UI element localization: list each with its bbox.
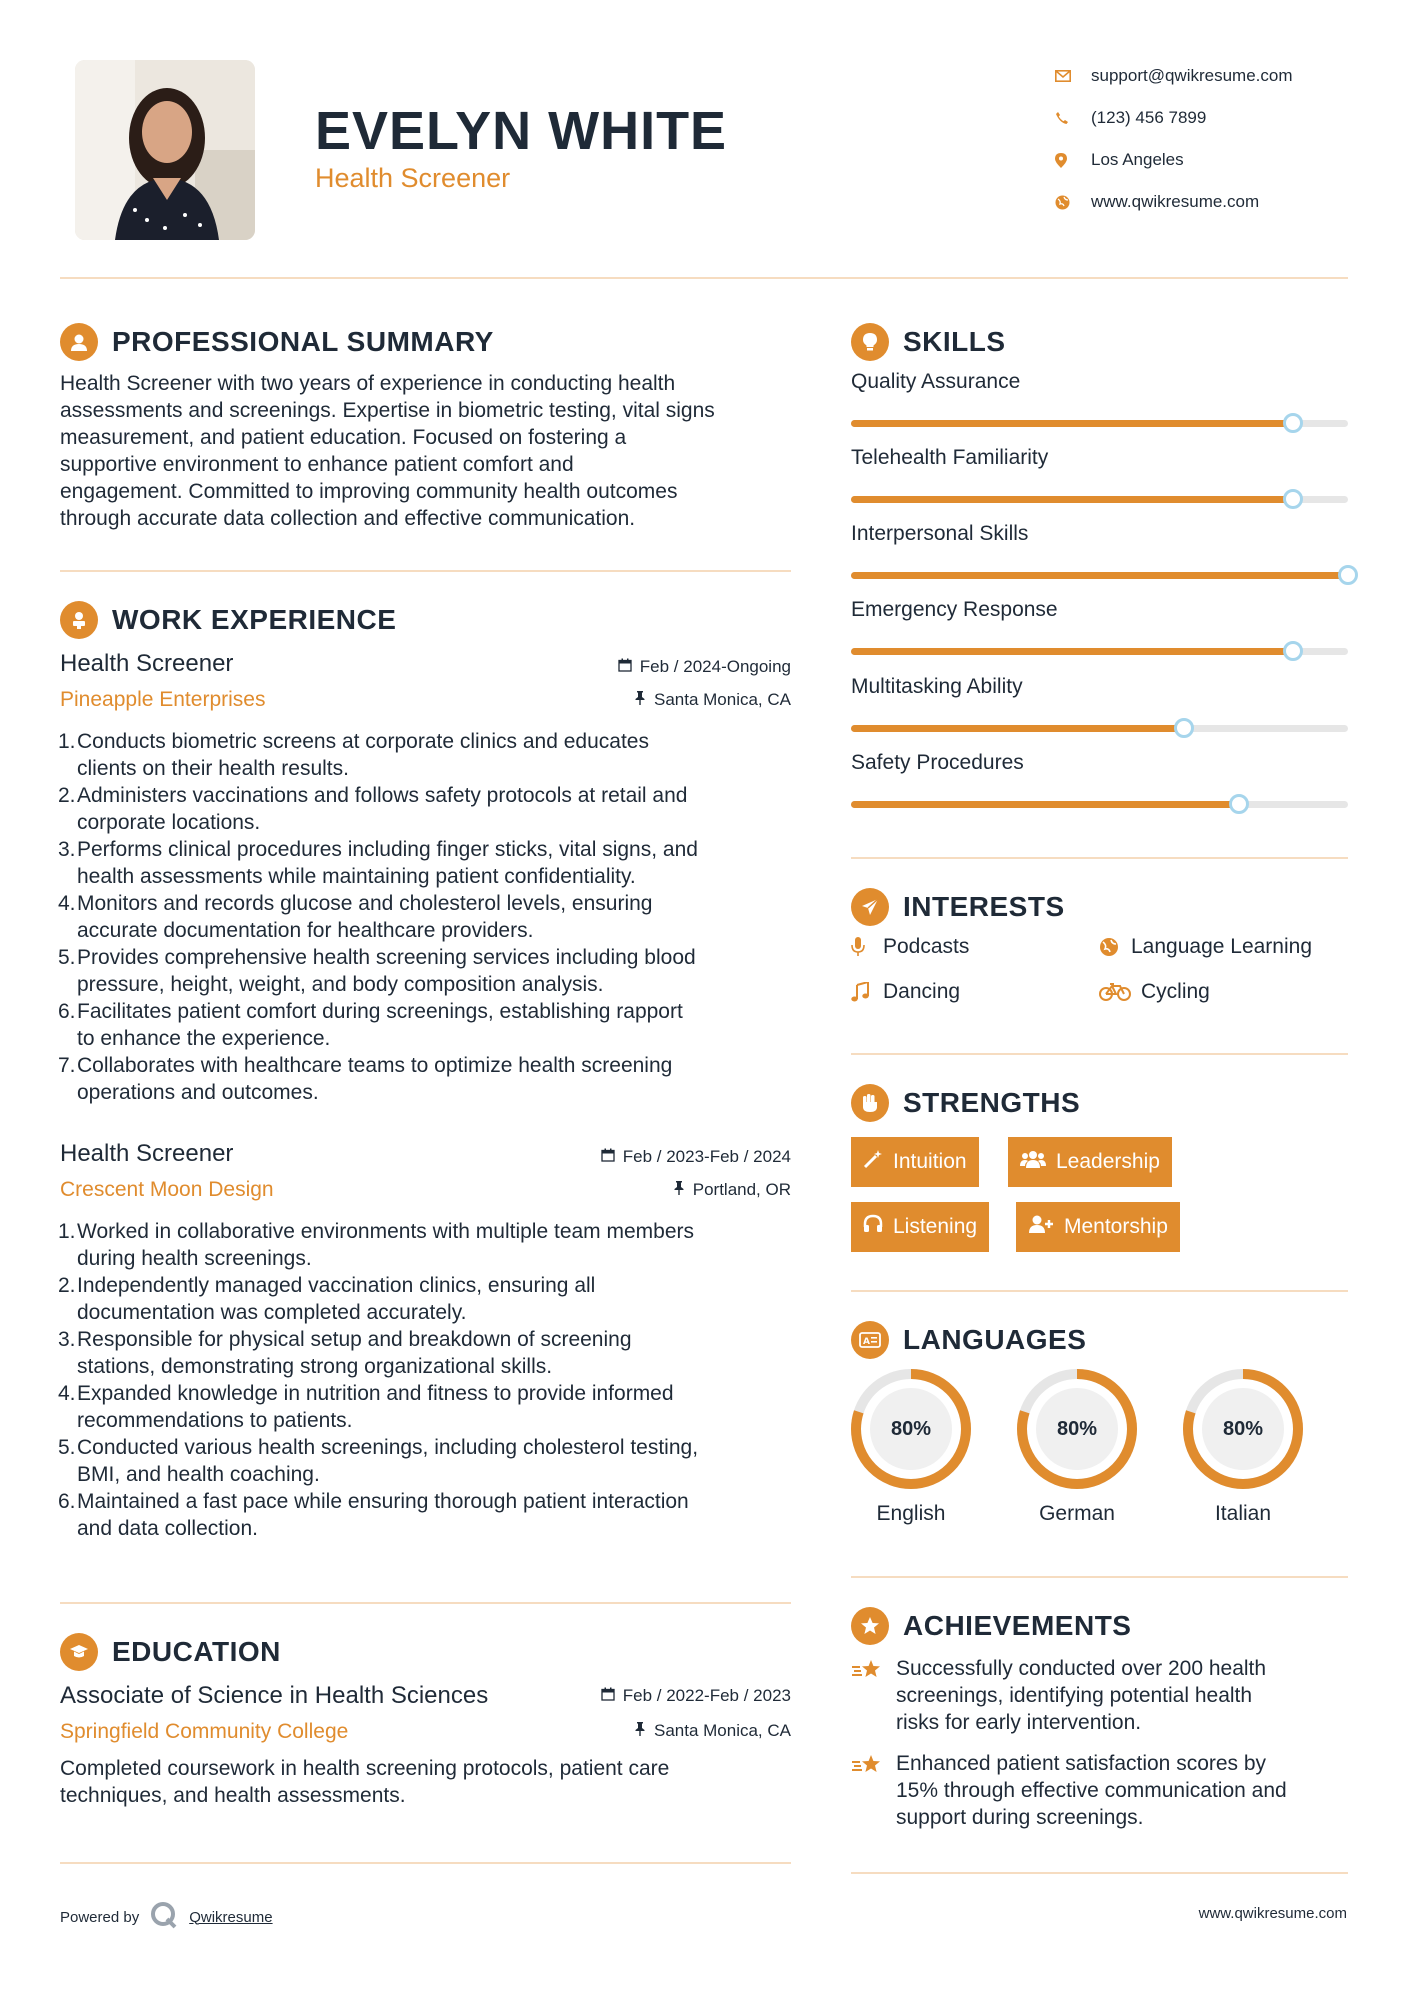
skill-item: [851, 675, 1348, 732]
job-location-text: Santa Monica, CA: [653, 690, 791, 709]
microphone-icon: [851, 937, 883, 957]
list-item: during health screenings.: [77, 1247, 312, 1270]
language-item: [1182, 1368, 1304, 1526]
qwikresume-link[interactable]: Qwikresume: [189, 1908, 273, 1926]
user-icon: [60, 323, 98, 361]
job-title: Health Screener: [60, 1140, 234, 1167]
list-item: stations, demonstrating strong organizational skills.: [77, 1355, 553, 1378]
skill-fill: [851, 801, 1239, 808]
language-percent: 80%: [890, 1417, 932, 1440]
education-divider: [60, 1862, 791, 1864]
interest-item: [851, 980, 960, 1004]
job-location: [673, 1180, 791, 1200]
list-item: accurate documentation for healthcare providers.: [77, 919, 534, 942]
strength-label: Intuition: [893, 1150, 967, 1173]
profile-photo-image: [75, 60, 255, 240]
achievements-divider: [851, 1872, 1348, 1874]
work-title: WORK EXPERIENCE: [112, 604, 397, 635]
strengths-title: STRENGTHS: [903, 1087, 1081, 1118]
qwikresume-logo-icon: [149, 1900, 179, 1934]
skill-label: Interpersonal Skills: [851, 522, 1029, 545]
contact-list: [1055, 55, 1293, 223]
contact-phone-text: (123) 456 7899: [1091, 108, 1207, 127]
education-line: Completed coursework in health screening protocols, patient care: [60, 1757, 670, 1780]
candidate-name: EVELYN WHITE: [315, 101, 728, 161]
summary-line: supportive environment to enhance patient comfort and: [60, 453, 574, 476]
powered-by-text: Powered by: [60, 1908, 140, 1926]
pushpin-icon: [634, 690, 646, 710]
summary-line: engagement. Committed to improving community health outcomes: [60, 480, 678, 503]
graduation-icon: [60, 1633, 98, 1671]
contact-website[interactable]: [1055, 181, 1293, 223]
strengths-divider: [851, 1290, 1348, 1292]
strength-chip: [851, 1137, 979, 1187]
skill-label: Quality Assurance: [851, 370, 1021, 393]
interest-label: Cycling: [1141, 980, 1210, 1003]
contact-email-text: support@qwikresume.com: [1091, 66, 1293, 85]
list-item: and data collection.: [77, 1517, 258, 1540]
briefcase-icon: [60, 601, 98, 639]
star-badge-icon: [851, 1607, 889, 1645]
people-icon: [1020, 1149, 1046, 1175]
skill-track: [851, 801, 1348, 808]
user-plus-icon: [1028, 1214, 1054, 1240]
skill-knob: [1229, 794, 1249, 814]
job-date-text: Feb / 2024-Ongoing: [639, 657, 791, 676]
achievement-item: [851, 1750, 1348, 1831]
summary-line: through accurate data collection and effective communication.: [60, 507, 636, 530]
list-item: 5. Provides comprehensive health screening services including blood: [58, 946, 696, 969]
footer-url[interactable]: www.qwikresume.com: [1198, 1905, 1347, 1922]
fist-icon: [851, 1084, 889, 1122]
contact-location: [1055, 139, 1293, 181]
globe-icon: [1055, 195, 1091, 210]
skill-fill: [851, 420, 1293, 427]
skill-fill: [851, 572, 1348, 579]
education-description: [60, 1755, 800, 1809]
achievement-item: [851, 1655, 1348, 1736]
calendar-icon: [618, 657, 632, 677]
language-item: [850, 1368, 972, 1526]
degree-title: Associate of Science in Health Sciences: [60, 1682, 489, 1709]
profile-photo: [75, 60, 255, 240]
achievements-title: ACHIEVEMENTS: [903, 1610, 1132, 1641]
magic-wand-icon: [863, 1149, 883, 1175]
lightbulb-icon: [851, 323, 889, 361]
header-divider: [60, 277, 1348, 279]
calendar-icon: [601, 1686, 615, 1706]
languages-divider: [851, 1576, 1348, 1578]
list-item: corporate locations.: [77, 811, 261, 834]
music-note-icon: [851, 982, 883, 1002]
map-pin-icon: [1055, 153, 1091, 168]
skill-track: [851, 648, 1348, 655]
list-item: 2. Administers vaccinations and follows safety protocols at retail and: [58, 784, 688, 807]
education-date-text: Feb / 2022-Feb / 2023: [622, 1686, 791, 1705]
language-card-icon: [851, 1321, 889, 1359]
language-percent: 80%: [1222, 1417, 1264, 1440]
languages-heading: [851, 1321, 1086, 1359]
achievement-text: Enhanced patient satisfaction scores by 15% through effective communication and support during screenings.: [896, 1752, 1287, 1829]
education-location: [634, 1721, 791, 1741]
svg-text:A: A: [863, 1337, 870, 1347]
job-date-text: Feb / 2023-Feb / 2024: [622, 1147, 791, 1166]
strength-chip: [851, 1202, 989, 1252]
interest-item: [1099, 935, 1312, 959]
paper-plane-icon: [851, 888, 889, 926]
pushpin-icon: [673, 1180, 685, 1200]
language-name: Italian: [1214, 1502, 1272, 1525]
interest-label: Language Learning: [1131, 935, 1313, 958]
contact-website-text: www.qwikresume.com: [1091, 192, 1260, 211]
skill-fill: [851, 725, 1184, 732]
work-divider: [60, 1602, 791, 1604]
list-item: operations and outcomes.: [77, 1081, 319, 1104]
education-date: [601, 1686, 791, 1706]
skill-item: [851, 598, 1348, 655]
skill-knob: [1283, 413, 1303, 433]
school-name: Springfield Community College: [60, 1720, 349, 1743]
job-date: [618, 657, 791, 677]
globe-icon: [1099, 937, 1131, 957]
strength-label: Mentorship: [1064, 1215, 1168, 1238]
skills-heading: [851, 323, 1006, 361]
language-name: English: [876, 1502, 946, 1525]
contact-email[interactable]: [1055, 55, 1293, 97]
skill-knob: [1174, 718, 1194, 738]
list-item: health assessments while maintaining patient confidentiality.: [77, 865, 636, 888]
list-item: 1. Conducts biometric screens at corporate clinics and educates: [58, 730, 649, 753]
achievement-text: Successfully conducted over 200 health screenings, identifying potential health risks for early intervention.: [896, 1657, 1267, 1734]
languages-title: LANGUAGES: [903, 1324, 1087, 1355]
achievements-heading: [851, 1607, 1131, 1645]
education-title: EDUCATION: [112, 1636, 281, 1667]
skill-knob: [1283, 641, 1303, 661]
list-item: 7. Collaborates with healthcare teams to optimize health screening: [58, 1054, 673, 1077]
strength-chip: [1008, 1137, 1172, 1187]
summary-heading: [60, 323, 494, 361]
skill-fill: [851, 496, 1293, 503]
skills-title: SKILLS: [903, 326, 1006, 357]
job-bullet-list: [58, 728, 798, 1106]
interests-title: INTERESTS: [903, 891, 1065, 922]
interest-item: [851, 935, 969, 959]
skill-label: Safety Procedures: [851, 751, 1024, 774]
job-title: Health Screener: [60, 650, 234, 677]
language-name: German: [1039, 1502, 1115, 1525]
summary-title: PROFESSIONAL SUMMARY: [112, 326, 494, 357]
skill-label: Multitasking Ability: [851, 675, 1023, 698]
phone-icon: [1055, 111, 1091, 125]
list-item: 5. Conducted various health screenings, including cholesterol testing,: [58, 1436, 699, 1459]
list-item: pressure, height, weight, and body composition analysis.: [77, 973, 604, 996]
list-item: 3. Performs clinical procedures including finger sticks, vital signs, and: [58, 838, 698, 861]
envelope-icon: [1055, 70, 1091, 82]
job-bullet-list: [58, 1218, 798, 1542]
skill-label: Emergency Response: [851, 598, 1058, 621]
skill-label: Telehealth Familiarity: [851, 446, 1049, 469]
contact-location-text: Los Angeles: [1091, 150, 1184, 169]
job-date: [601, 1147, 791, 1167]
summary-text: [60, 370, 800, 532]
pushpin-icon: [634, 1721, 646, 1741]
interests-divider: [851, 1053, 1348, 1055]
skill-knob: [1283, 489, 1303, 509]
headphones-icon: [863, 1214, 883, 1240]
language-item: [1016, 1368, 1138, 1526]
strength-label: Leadership: [1056, 1150, 1160, 1173]
list-item: 2. Independently managed vaccination clinics, ensuring all: [58, 1274, 596, 1297]
strengths-heading: [851, 1084, 1080, 1122]
skill-item: [851, 370, 1348, 427]
candidate-role: Health Screener: [315, 163, 511, 193]
list-item: documentation was completed accurately.: [77, 1301, 467, 1324]
summary-line: measurement, and patient education. Focused on fostering a: [60, 426, 627, 449]
bicycle-icon: [1099, 983, 1141, 1001]
job-location: [634, 690, 791, 710]
skill-track: [851, 572, 1348, 579]
skill-track: [851, 725, 1348, 732]
skill-fill: [851, 648, 1293, 655]
strength-label: Listening: [893, 1215, 978, 1238]
work-heading: [60, 601, 396, 639]
interest-label: Dancing: [883, 980, 961, 1003]
list-item: 6. Facilitates patient comfort during screenings, establishing rapport: [58, 1000, 683, 1023]
interest-label: Podcasts: [883, 935, 970, 958]
job-company: Crescent Moon Design: [60, 1178, 274, 1201]
contact-phone[interactable]: [1055, 97, 1293, 139]
skill-knob: [1338, 565, 1358, 585]
language-percent: 80%: [1056, 1417, 1098, 1440]
list-item: 4. Monitors and records glucose and cholesterol levels, ensuring: [58, 892, 653, 915]
summary-line: Health Screener with two years of experience in conducting health: [60, 372, 676, 395]
list-item: clients on their health results.: [77, 757, 349, 780]
education-heading: [60, 1633, 281, 1671]
summary-divider: [60, 570, 791, 572]
summary-line: assessments and screenings. Expertise in biometric testing, vital signs: [60, 399, 715, 422]
list-item: 1. Worked in collaborative environments with multiple team members: [58, 1220, 695, 1243]
skill-item: [851, 751, 1348, 808]
skill-track: [851, 420, 1348, 427]
education-line: techniques, and health assessments.: [60, 1784, 406, 1807]
skill-track: [851, 496, 1348, 503]
list-item: 3. Responsible for physical setup and breakdown of screening: [58, 1328, 632, 1351]
footer-powered-by: [60, 1900, 273, 1934]
shooting-star-icon: [851, 1750, 896, 1831]
strength-chip: [1016, 1202, 1180, 1252]
shooting-star-icon: [851, 1655, 896, 1736]
list-item: recommendations to patients.: [77, 1409, 353, 1432]
list-item: BMI, and health coaching.: [77, 1463, 320, 1486]
skill-item: [851, 522, 1348, 579]
list-item: to enhance the experience.: [77, 1027, 331, 1050]
job-location-text: Portland, OR: [692, 1180, 791, 1199]
job-company: Pineapple Enterprises: [60, 688, 266, 711]
interests-heading: [851, 888, 1065, 926]
list-item: 4. Expanded knowledge in nutrition and fitness to provide informed: [58, 1382, 674, 1405]
list-item: 6. Maintained a fast pace while ensuring thorough patient interaction: [58, 1490, 689, 1513]
skill-item: [851, 446, 1348, 503]
education-location-text: Santa Monica, CA: [653, 1721, 791, 1740]
interest-item: [1099, 980, 1210, 1004]
calendar-icon: [601, 1147, 615, 1167]
skills-divider: [851, 857, 1348, 859]
